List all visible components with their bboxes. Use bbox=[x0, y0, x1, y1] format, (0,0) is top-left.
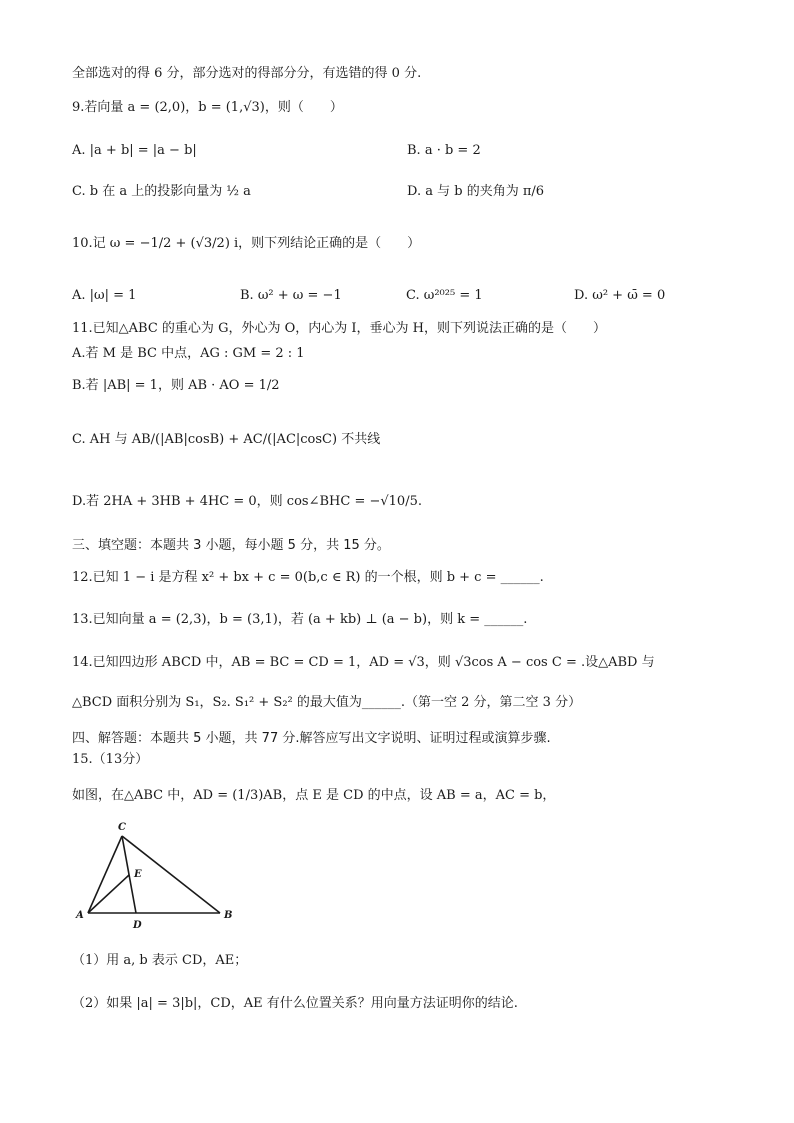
q10-option-d: D. ω² + ω̄ = 0 bbox=[574, 288, 666, 303]
label-a: A bbox=[76, 910, 84, 921]
q15-part-2: （2）如果 |a| = 3|b|，CD，AE 有什么位置关系？用向量方法证明你的结论. bbox=[72, 996, 518, 1011]
q9-option-c: C. b 在 a 上的投影向量为 ½ a bbox=[72, 184, 251, 199]
q10-option-b: B. ω² + ω = −1 bbox=[240, 288, 342, 303]
q15-part-1: （1）用 a, b 表示 CD，AE； bbox=[72, 953, 248, 968]
question-15-title: 15.（13分） bbox=[72, 752, 149, 767]
question-12: 12.已知 1 − i 是方程 x² + bx + c = 0(b,c ∈ R) 的一个根，则 b + c = ______. bbox=[72, 570, 544, 585]
question-13: 13.已知向量 a = (2,3)，b = (3,1)，若 (a + kb) ⊥ (a − b)，则 k = ______. bbox=[72, 612, 528, 627]
question-9: 9.若向量 a = (2,0)，b = (1,√3)，则（ ） bbox=[72, 100, 343, 115]
q11-option-a: A.若 M 是 BC 中点，AG : GM = 2 : 1 bbox=[72, 346, 305, 361]
label-c: C bbox=[118, 822, 126, 833]
label-e: E bbox=[134, 869, 142, 880]
q9-option-d: D. a 与 b 的夹角为 π/6 bbox=[407, 184, 545, 199]
q10-option-c: C. ω²⁰²⁵ = 1 bbox=[406, 288, 483, 303]
q10-option-a: A. |ω| = 1 bbox=[72, 288, 137, 303]
triangle-figure bbox=[72, 818, 252, 936]
label-d: D bbox=[133, 920, 142, 931]
q9-option-b: B. a · b = 2 bbox=[407, 143, 481, 158]
segment-ca bbox=[88, 836, 122, 913]
section-3-heading: 三、填空题：本题共 3 小题，每小题 5 分，共 15 分。 bbox=[72, 538, 390, 553]
q9-option-a: A. |a + b| = |a − b| bbox=[72, 143, 197, 158]
segment-ae bbox=[88, 875, 129, 913]
question-11: 11.已知△ABC 的重心为 G，外心为 O，内心为 I，垂心为 H，则下列说法正确的是（ ） bbox=[72, 321, 606, 336]
question-10: 10.记 ω = −1/2 + (√3/2) i，则下列结论正确的是（ ） bbox=[72, 236, 421, 251]
q11-option-c: C. AH 与 AB/(|AB|cosB) + AC/(|AC|cosC) 不共线 bbox=[72, 432, 381, 447]
question-14-line2: △BCD 面积分别为 S₁，S₂. S₁² + S₂² 的最大值为______.（第一空 2 分，第二空 3 分） bbox=[72, 695, 582, 710]
q11-option-d: D.若 2HA + 3HB + 4HC = 0，则 cos∠BHC = −√10/5. bbox=[72, 494, 422, 509]
question-15-body: 如图，在△ABC 中，AD = (1/3)AB，点 E 是 CD 的中点，设 AB = a，AC = b， bbox=[72, 788, 556, 803]
question-14-line1: 14.已知四边形 ABCD 中，AB = BC = CD = 1，AD = √3，则 √3cos A − cos C = .设△ABD 与 bbox=[72, 655, 655, 670]
section-4-heading: 四、解答题：本题共 5 小题，共 77 分.解答应写出文字说明、证明过程或演算步骤. bbox=[72, 731, 551, 746]
label-b: B bbox=[224, 910, 233, 921]
instruction-line: 全部选对的得 6 分，部分选对的得部分分，有选错的得 0 分. bbox=[72, 66, 422, 81]
q11-option-b: B.若 |AB| = 1，则 AB · AO = 1/2 bbox=[72, 378, 280, 393]
